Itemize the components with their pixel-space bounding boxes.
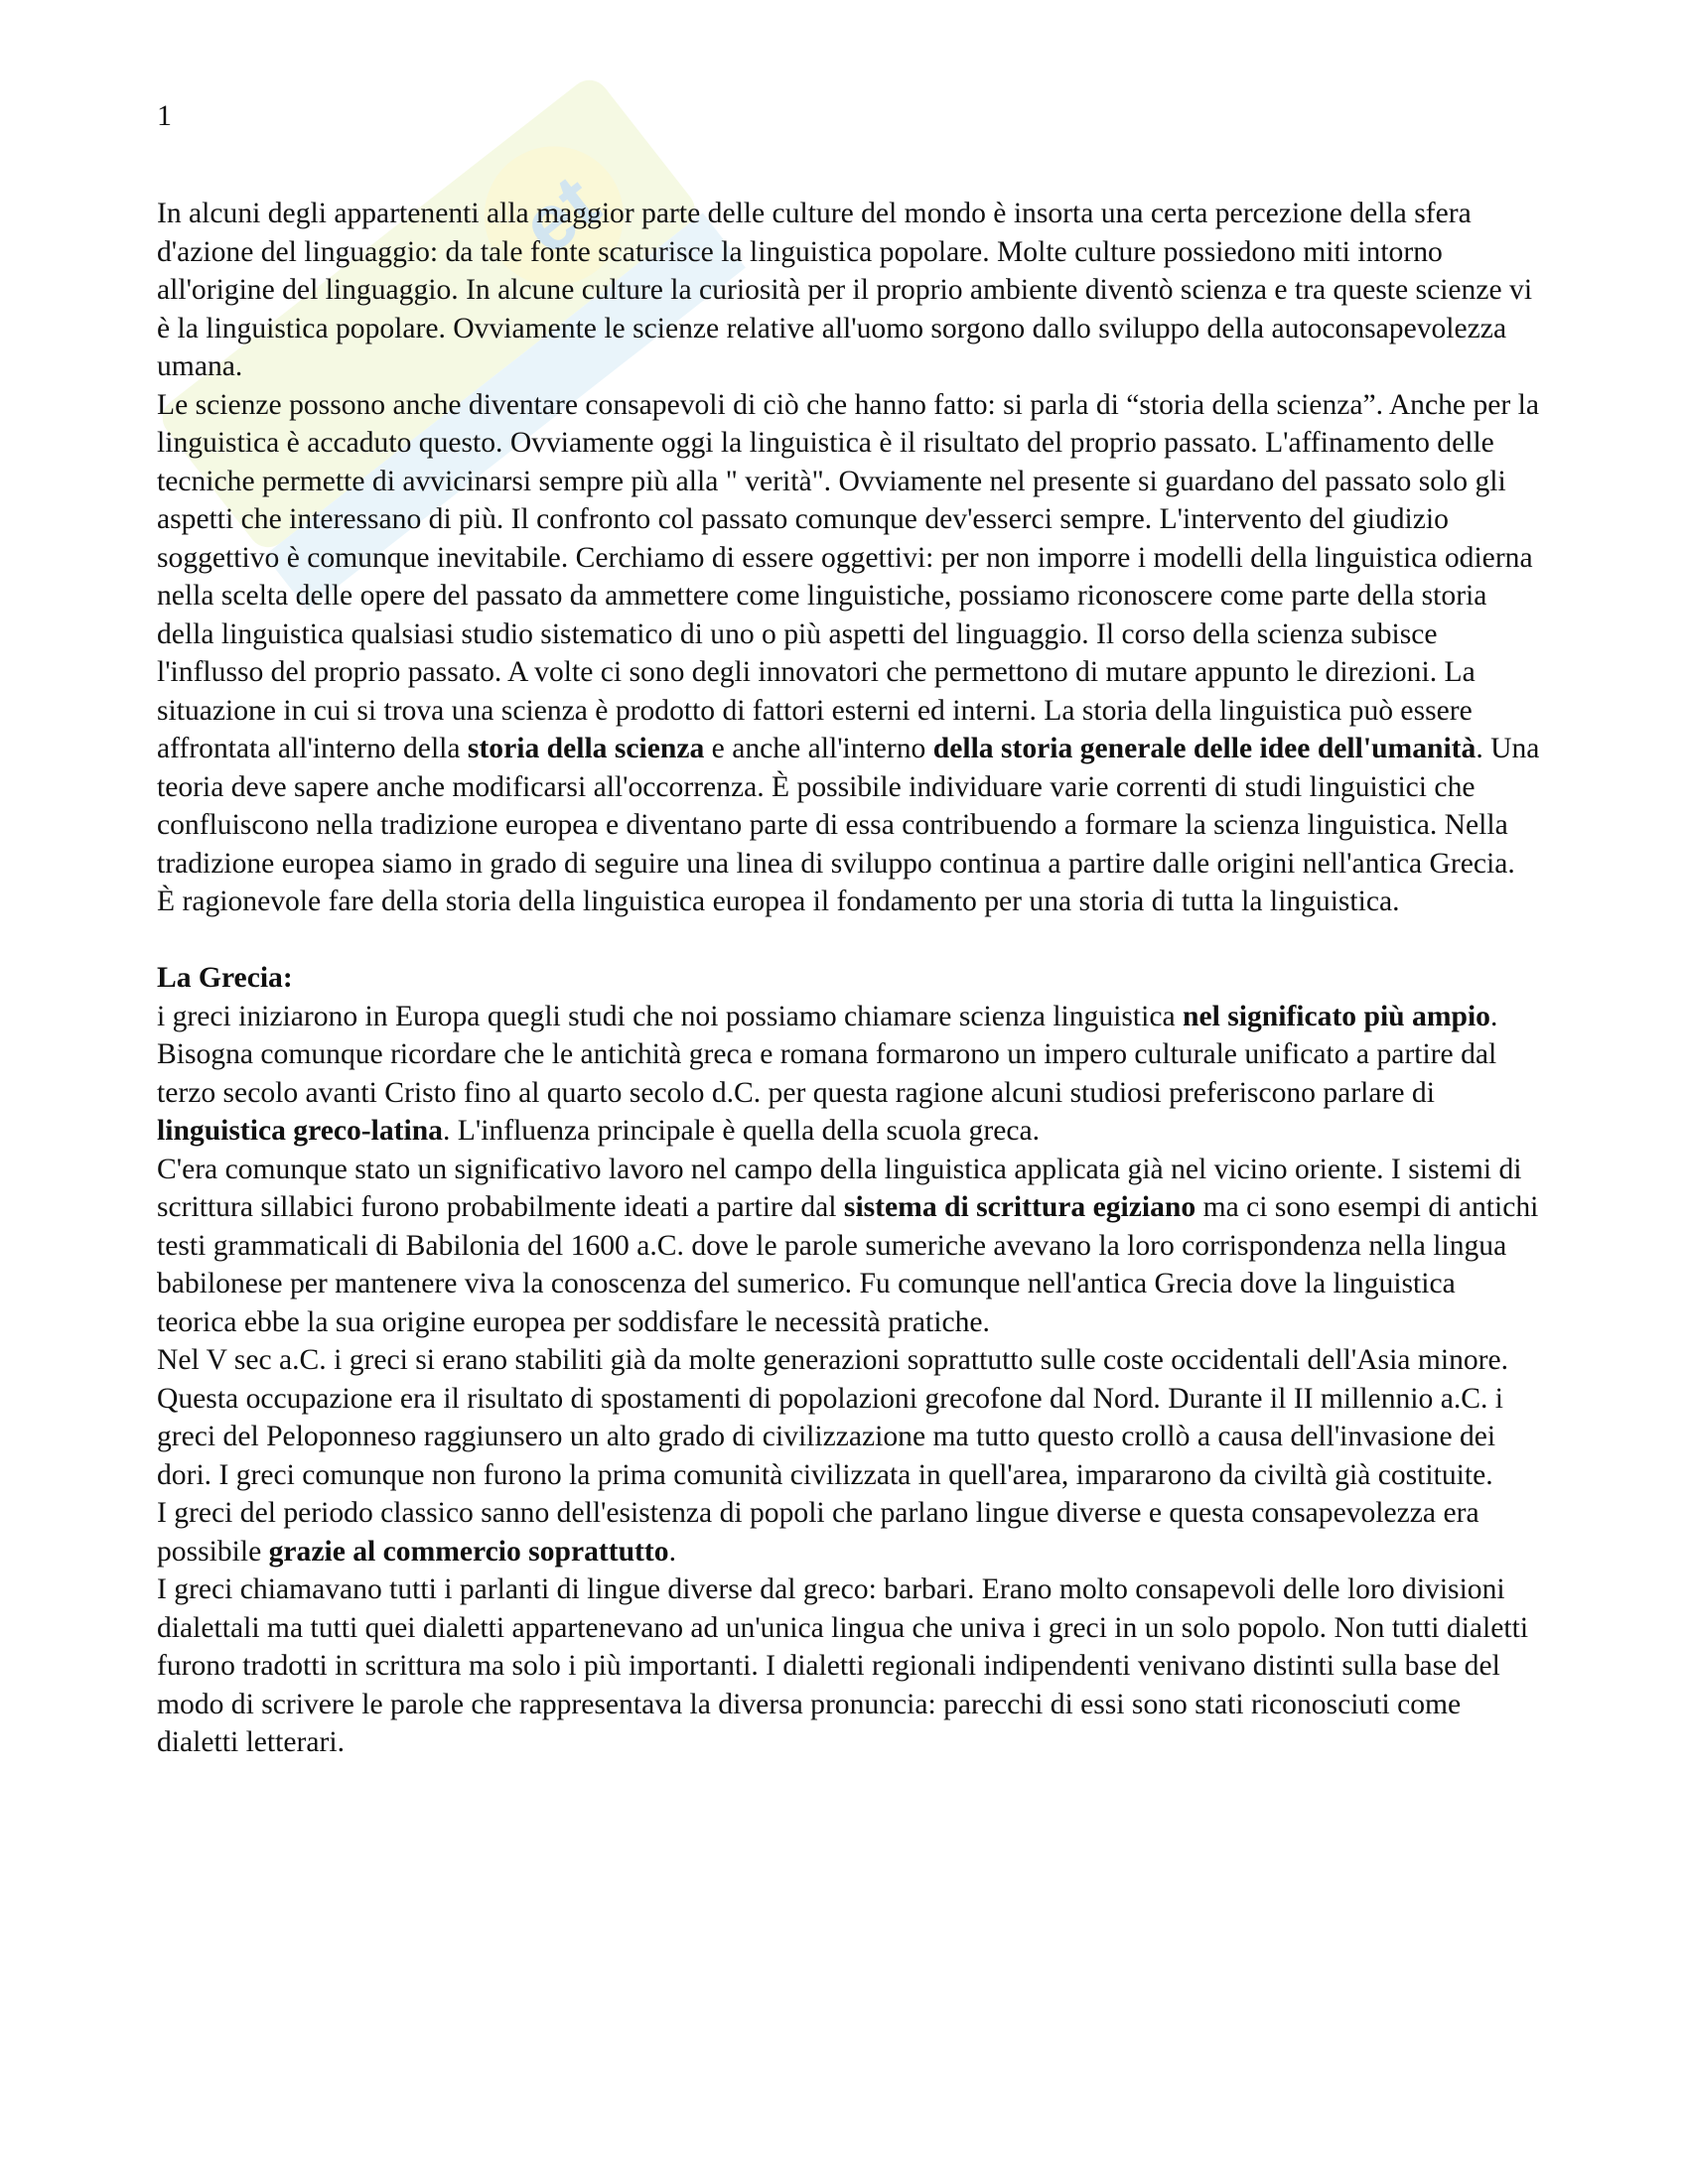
paragraph	[157, 1494, 1542, 1570]
text-run: Nel V sec a.C. i greci si erano stabiliti già da molte generazioni soprattutto sulle coste occidentali dell'Asia minore. Questa occupazione era il risultato di spostamenti di popolazioni grecofone dal Nord. Durante il II millennio a.C. i greci del Peloponneso raggiunsero un alto grado di civilizzazione ma tutto questo crollò a causa dell'invasione dei dori. I greci comunque non furono la prima comunità civilizzata in quell'area, impararono da civiltà già costituite.	[157, 1344, 1509, 1491]
bold-text: linguistica greco-latina	[157, 1115, 443, 1147]
text-run: I greci chiamavano tutti i parlanti di lingue diverse dal greco: barbari. Erano molto consapevoli delle loro divisioni dialettali ma tutti quei dialetti appartenevano ad un'unica lingua che univa i greci in un solo popolo. Non tutti dialetti furono tradotti in scrittura ma solo i più importanti. I dialetti regionali indipendenti venivano distinti sulla base del modo di scrivere le parole che rappresentava la diversa pronuncia: parecchi di essi sono stati riconosciuti come dialetti letterari.	[157, 1573, 1529, 1758]
text-run: Le scienze possono anche diventare consapevoli di ciò che hanno fatto: si parla di “storia della scienza”. Anche per la linguistica è accaduto questo. Ovviamente oggi la linguistica è il risultato del proprio passato. L'affinamento delle tecniche permette di avvicinarsi sempre più alla " verità". Ovviamente nel presente si guardano del passato solo gli aspetti che interessano di più. Il confronto col passato comunque dev'esserci sempre. L'intervento del giudizio soggettivo è comunque inevitabile. Cerchiamo di essere oggettivi: per non imporre i modelli della linguistica odierna nella scelta delle opere del passato da ammettere come linguistiche, possiamo riconoscere come parte della storia della linguistica qualsiasi studio sistematico di uno o più aspetti del linguaggio. Il corso della scienza subisce l'influsso del proprio passato. A volte ci sono degli innovatori che permettono di mutare appunto le direzioni. La situazione in cui si trova una scienza è prodotto di fattori esterni ed interni. La storia della linguistica può essere affrontata all'interno della	[157, 388, 1539, 764]
paragraph	[157, 386, 1542, 884]
bold-text: della storia generale delle idee dell'umanità	[932, 733, 1477, 764]
page-number: 1	[157, 99, 172, 132]
text-run: i greci iniziarono in Europa quegli studi che noi possiamo chiamare scienza linguistica	[157, 1000, 1184, 1032]
paragraph	[157, 998, 1542, 1151]
text-run: I greci del periodo classico sanno dell'esistenza di popoli che parlano lingue diverse e questa consapevolezza era possibile	[157, 1497, 1479, 1568]
document-body	[157, 195, 1542, 1762]
bold-text: storia della scienza	[467, 733, 705, 764]
paragraph	[157, 1570, 1542, 1762]
svg-text:et: et	[504, 158, 616, 271]
paragraph	[157, 1341, 1542, 1494]
bold-text: nel significato più ampio	[1183, 1000, 1490, 1032]
text-run: In alcuni degli appartenenti alla maggior parte delle culture del mondo è insorta una certa percezione della sfera d'azione del linguaggio: da tale fonte scaturisce la linguistica popolare. Molte culture possiedono miti intorno all'origine del linguaggio. In alcune culture la curiosità per il proprio ambiente diventò scienza e tra queste scienze vi è la linguistica popolare. Ovviamente le scienze relative all'uomo sorgono dallo sviluppo della autoconsapevolezza umana.	[157, 198, 1533, 382]
blank-line	[157, 921, 1542, 960]
bold-text: sistema di scrittura egiziano	[843, 1191, 1196, 1223]
section-heading: La Grecia:	[157, 962, 293, 994]
paragraph	[157, 195, 1542, 386]
text-run: e anche all'interno	[704, 733, 933, 764]
paragraph	[157, 1151, 1542, 1342]
text-run: ma ci sono esempi di antichi testi grammaticali di Babilonia del 1600 a.C. dove le parole sumeriche avevano la loro corrispondenza nella lingua babilonese per mantenere viva la conoscenza del sumerico. Fu comunque nell'antica Grecia dove la linguistica teorica ebbe la sua origine europea per soddisfare le necessità pratiche.	[157, 1191, 1539, 1338]
text-run: È ragionevole fare della storia della linguistica europea il fondamento per una storia di tutta la linguistica.	[157, 886, 1400, 917]
text-run: . Una teoria deve sapere anche modificarsi all'occorrenza. È possibile individuare varie correnti di studi linguistici che confluiscono nella tradizione europea e diventano parte di essa contribuendo a formare la scienza linguistica. Nella tradizione europea siamo in grado di seguire una linea di sviluppo continua a partire dalle origini nell'antica Grecia.	[157, 733, 1540, 880]
text-run: . Bisogna comunque ricordare che le antichità greca e romana formarono un impero culturale unificato a partire dal terzo secolo avanti Cristo fino al quarto secolo d.C. per questa ragione alcuni studiosi preferiscono parlare di	[157, 1000, 1498, 1109]
bold-text: grazie al commercio soprattutto	[268, 1535, 669, 1568]
text-run: . L'influenza principale è quella della scuola greca.	[442, 1115, 1041, 1147]
text-run: .	[668, 1535, 676, 1568]
paragraph	[157, 883, 1542, 921]
text-run: C'era comunque stato un significativo lavoro nel campo della linguistica applicata già nel vicino oriente. I sistemi di scrittura sillabici furono probabilmente ideati a partire dal	[157, 1153, 1522, 1223]
